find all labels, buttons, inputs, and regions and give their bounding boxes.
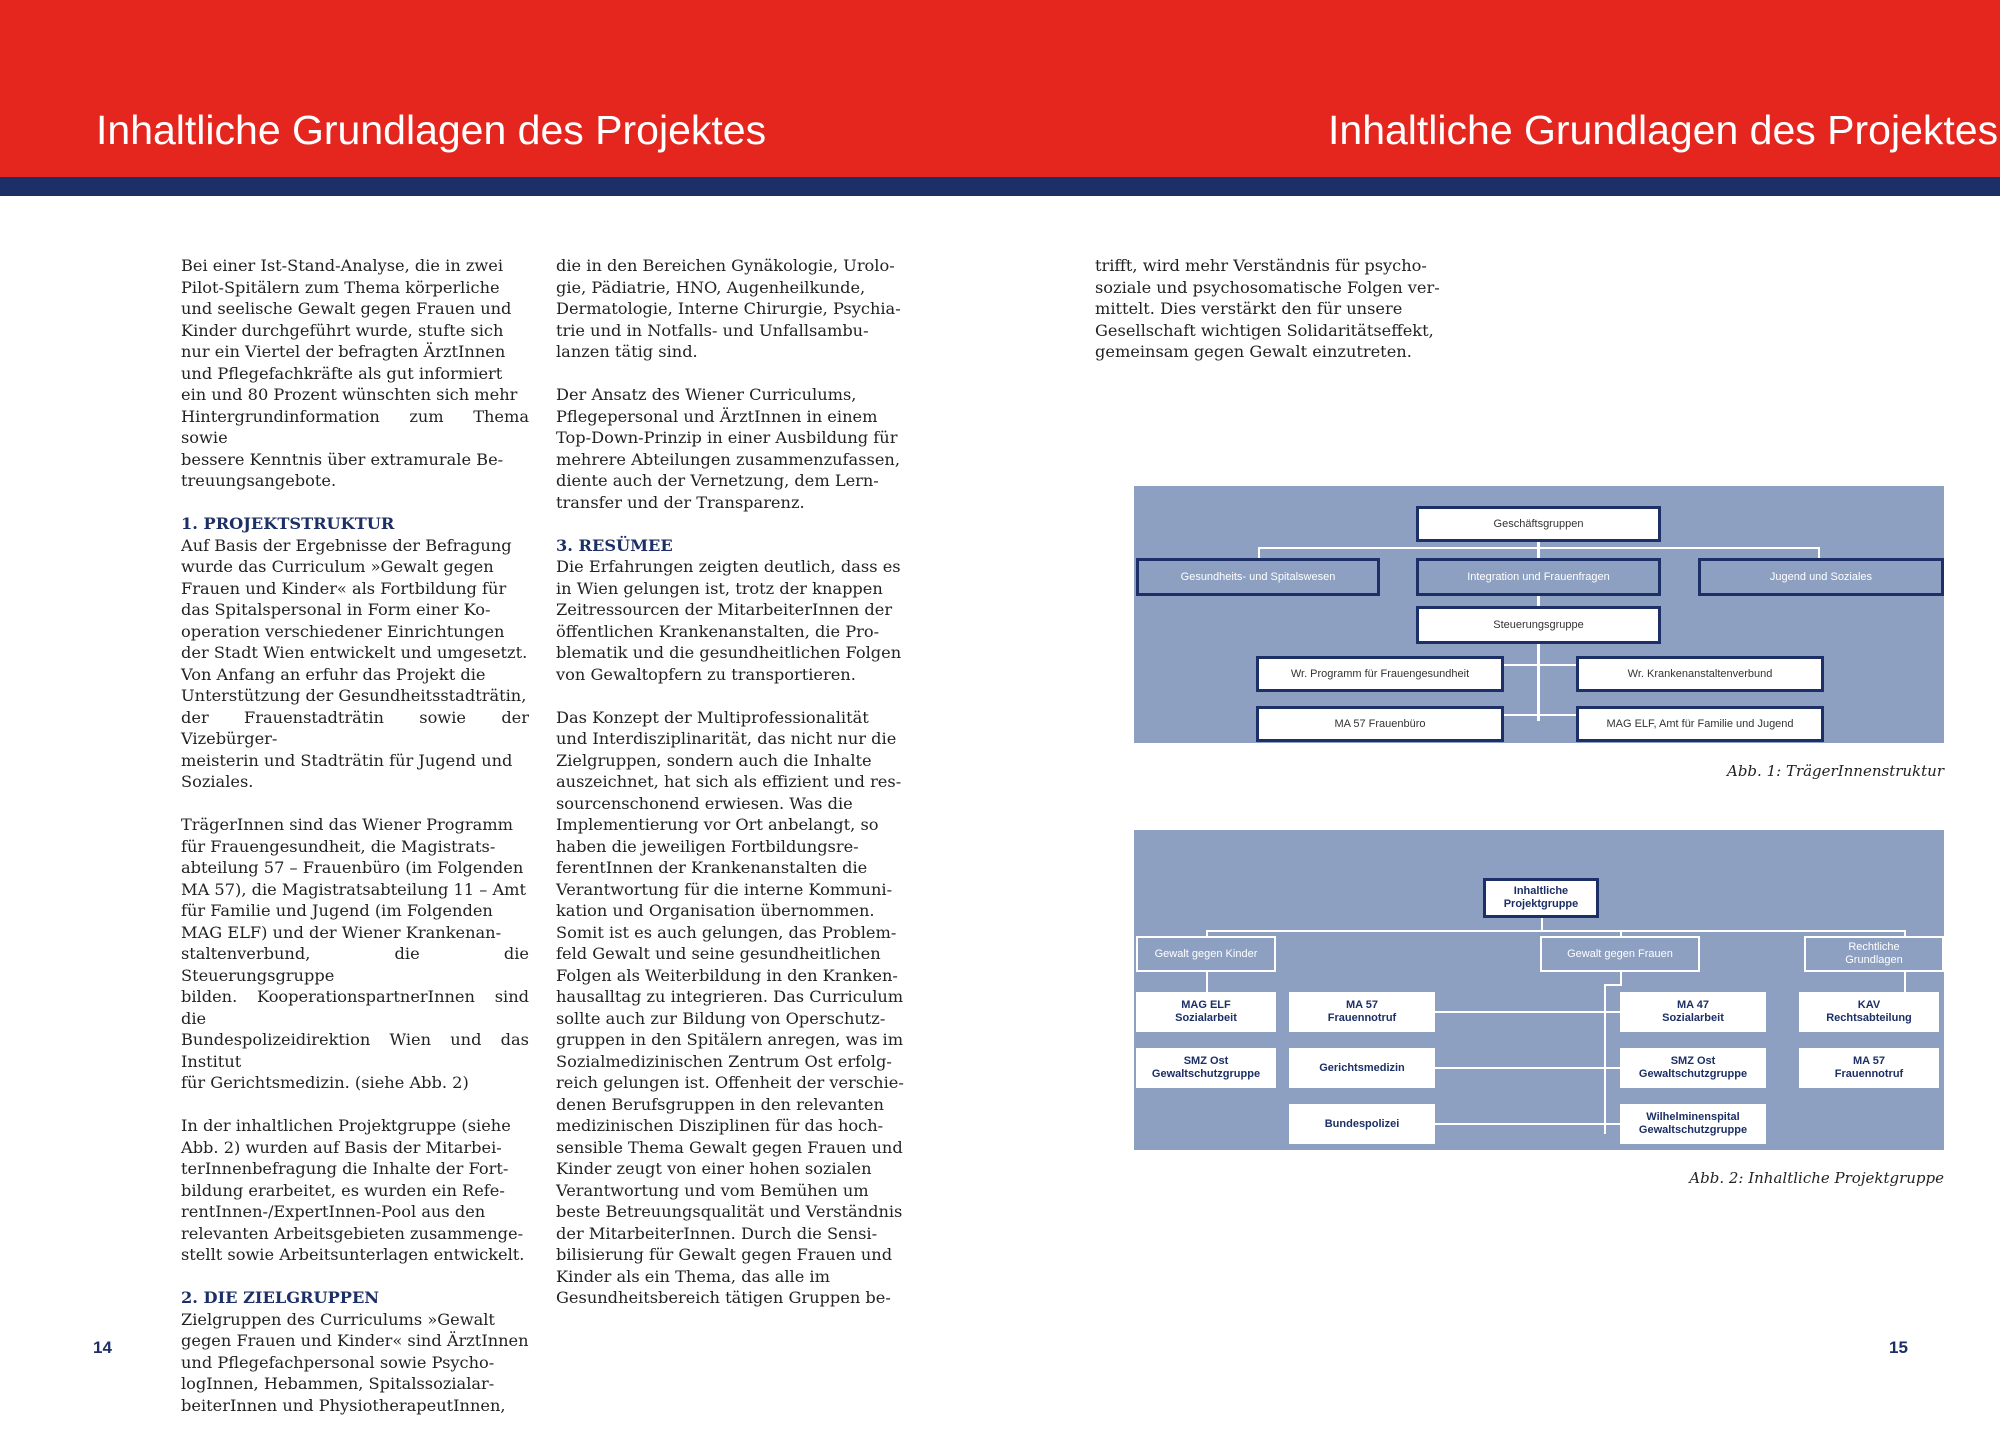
text-column-1 — [181, 255, 529, 1438]
connector-line — [1504, 714, 1576, 716]
paragraph: Der Ansatz des Wiener Curriculums, Pflegepersonal und ÄrztInnen in einem Top-Down-Prinzip in einer Ausbildung für mehrere Abteilungen zusammenzufassen, diente auch der Vernetzung, dem Lern- transfer und der Transparenz. — [556, 385, 900, 512]
chart-box-jugend: Jugend und Soziales — [1698, 558, 1944, 596]
chart-box-kav: Wr. Krankenanstaltenverbund — [1576, 656, 1824, 692]
chart-box-gewalt-kinder: Gewalt gegen Kinder — [1136, 936, 1276, 972]
chart-box-frauengesundheit: Wr. Programm für Frauengesundheit — [1256, 656, 1504, 692]
chart-box-smz-ost-1: SMZ Ost Gewaltschutzgruppe — [1136, 1048, 1276, 1088]
chart-box-projektgruppe: Inhaltliche Projektgruppe — [1483, 878, 1599, 918]
text-column-2 — [556, 255, 904, 1330]
page-title-left: Inhaltliche Grundlagen des Projektes — [96, 107, 767, 153]
chart-box-bundespolizei: Bundespolizei — [1289, 1104, 1435, 1144]
connector-line — [1604, 1123, 1620, 1125]
page-number-right: 15 — [1889, 1338, 1908, 1357]
paragraph: Zielgruppen des Curriculums »Gewalt gegen Frauen und Kinder« sind ÄrztInnen und Pflegefachpersonal sowie Psycho- logInnen, Hebammen, Spitalssozialar- beiterInnen und PhysiotherapeutInnen, — [181, 1309, 529, 1415]
paragraph: In der inhaltlichen Projektgruppe (siehe Abb. 2) wurden auf Basis der Mitarbei- terInnenbefragung die Inhalte der Fort- bildung erarbeitet, es wurden ein Refe- rentInnen-/ExpertInnen-Pool aus den relevanten Arbeitsgebieten zusammenge- stellt sowie Arbeitsunterlagen entwickelt. — [181, 1116, 525, 1264]
chart-box-gewalt-frauen: Gewalt gegen Frauen — [1540, 936, 1700, 972]
section-heading: 2. DIE ZIELGRUPPEN — [181, 1288, 380, 1307]
paragraph: trifft, wird mehr Verständnis für psycho- soziale und psychosomatische Folgen ver- mittelt. Dies verstärkt den für unsere Gesellschaft wichtigen Solidaritätseffekt, gemeinsam gegen Gewalt einzutreten. — [1095, 256, 1440, 361]
chart-box-kav-rechtsabteilung: KAV Rechtsabteilung — [1799, 992, 1939, 1032]
chart-box-integration: Integration und Frauenfragen — [1416, 558, 1661, 596]
connector-line — [1604, 984, 1620, 986]
chart-box-ma57: MA 57 Frauenbüro — [1256, 706, 1504, 742]
connector-line — [1258, 547, 1820, 549]
connector-line — [1206, 930, 1904, 932]
connector-line — [1435, 1067, 1604, 1069]
connector-line — [1504, 664, 1576, 666]
chart-box-mag-elf-sozialarbeit: MAG ELF Sozialarbeit — [1136, 992, 1276, 1032]
chart-box-steuerungsgruppe: Steuerungsgruppe — [1416, 606, 1661, 644]
header-stripe — [0, 177, 2000, 196]
chart-box-gerichtsmedizin: Gerichtsmedizin — [1289, 1048, 1435, 1088]
chart-box-geschaeftsgruppen: Geschäftsgruppen — [1416, 506, 1661, 542]
page-title-right: Inhaltliche Grundlagen des Projektes — [1328, 107, 1999, 153]
chart-box-smz-ost-2: SMZ Ost Gewaltschutzgruppe — [1620, 1048, 1766, 1088]
paragraph: Auf Basis der Ergebnisse der Befragung wurde das Curriculum »Gewalt gegen Frauen und Kinder« als Fortbildung für das Spitalspersonal in Form einer Ko- operation verschiedener Einrichtungen der Stadt Wien entwickelt und umgesetzt. Von Anfang an erfuhr das Projekt die Unterstützung der Gesundheitsstadträtin, der Frauenstadträtin sowie der Vizebürger- meisterin und Stadträtin für Jugend und Soziales. — [181, 535, 529, 791]
chart-box-gesundheit: Gesundheits- und Spitalswesen — [1136, 558, 1380, 596]
page-number-left: 14 — [93, 1338, 112, 1357]
connector-line — [1604, 1011, 1620, 1013]
chart-box-wilhelminenspital: Wilhelminenspital Gewaltschutzgruppe — [1620, 1104, 1766, 1144]
paragraph: Die Erfahrungen zeigten deutlich, dass es in Wien gelungen ist, trotz der knappen Zeitressourcen der MitarbeiterInnen der öffentlichen Krankenanstalten, die Pro- blematik und die gesundheitlichen Folgen von Gewaltopfern zu transportieren. — [556, 557, 902, 684]
section-heading: 1. PROJEKTSTRUKTUR — [181, 514, 395, 533]
connector-line — [1604, 984, 1606, 1134]
chart-box-ma57-frauennotruf-2: MA 57 Frauennotruf — [1799, 1048, 1939, 1088]
paragraph: TrägerInnen sind das Wiener Programm für Frauengesundheit, die Magistrats- abteilung 57 – Frauenbüro (im Folgenden MA 57), die Magistratsabteilung 11 – Amt für Familie und Jugend (im Folgenden MAG ELF) und der Wiener Krankenan- staltenverbund, die die Steuerungsgruppe bilden. KooperationspartnerInnen sind die Bundespolizeidirektion Wien und das Institut für Gerichtsmedizin. (siehe Abb. 2) — [181, 815, 529, 1092]
chart-box-ma47-sozialarbeit: MA 47 Sozialarbeit — [1620, 992, 1766, 1032]
connector-line — [1206, 972, 1208, 992]
connector-line — [1620, 972, 1622, 986]
text-column-3 — [1095, 255, 1445, 384]
chart-box-rechtliche-grundlagen: Rechtliche Grundlagen — [1804, 936, 1944, 972]
org-chart-traegerstruktur — [1134, 486, 1944, 743]
org-chart-projektgruppe — [1134, 830, 1944, 1150]
paragraph: die in den Bereichen Gynäkologie, Urolo- gie, Pädiatrie, HNO, Augenheilkunde, Dermatologie, Interne Chirurgie, Psychia- trie und in Notfalls- und Unfallsambu- lanzen tätig sind. — [556, 256, 901, 361]
chart-box-ma57-frauennotruf: MA 57 Frauennotruf — [1289, 992, 1435, 1032]
paragraph: Das Konzept der Multiprofessionalität und Interdisziplinarität, das nicht nur die Zielgruppen, sondern auch die Inhalte auszeichnet, hat sich als effizient und res- sourcenschonend erwiesen. Was die Implementierung vor Ort anbelangt, so haben die jeweiligen Fortbildungsre- ferentInnen der Krankenanstalten die Verantwortung für die interne Kommuni- kation und Organisation übernommen. Somit ist es auch gelungen, das Problem- feld Gewalt und seine gesundheitlichen Folgen als Weiterbildung in den Kranken- hausalltag zu integrieren. Das Curriculum sollte auch zur Bildung von Operschutz- gruppen in den Spitälern anregen, was im Sozialmedizinischen Zentrum Ost erfolg- reich gelungen ist. Offenheit der verschie- denen Berufsgruppen in den relevanten medizinischen Disziplinen für das hoch- sensible Thema Gewalt gegen Frauen und Kinder zeugt von einer hohen sozialen Verantwortung und vom Bemühen um beste Betreuungsqualität und Verständnis der MitarbeiterInnen. Durch die Sensi- bilisierung für Gewalt gegen Frauen und Kinder als ein Thema, das alle im Gesundheitsbereich tätigen Gruppen be- — [556, 707, 904, 1307]
paragraph: Bei einer Ist-Stand-Analyse, die in zwei Pilot-Spitälern zum Thema körperliche und seelische Gewalt gegen Frauen und Kinder durchgeführt wurde, stufte sich nur ein Viertel der befragten ÄrztInnen und Pflegefachkräfte als gut informiert ein und 80 Prozent wünschten sich mehr Hintergrundinformation zum Thema sowie bessere Kenntnis über extramurale Be- treuungsangebote. — [181, 256, 529, 490]
figure-caption-1: Abb. 1: TrägerInnenstruktur — [1727, 762, 1944, 780]
chart-box-mag-elf: MAG ELF, Amt für Familie und Jugend — [1576, 706, 1824, 742]
connector-line — [1904, 972, 1906, 992]
figure-caption-2: Abb. 2: Inhaltliche Projektgruppe — [1689, 1169, 1944, 1187]
connector-line — [1435, 1011, 1604, 1013]
connector-line — [1435, 1123, 1604, 1125]
connector-line — [1604, 1067, 1620, 1069]
section-heading: 3. RESÜMEE — [556, 535, 673, 555]
